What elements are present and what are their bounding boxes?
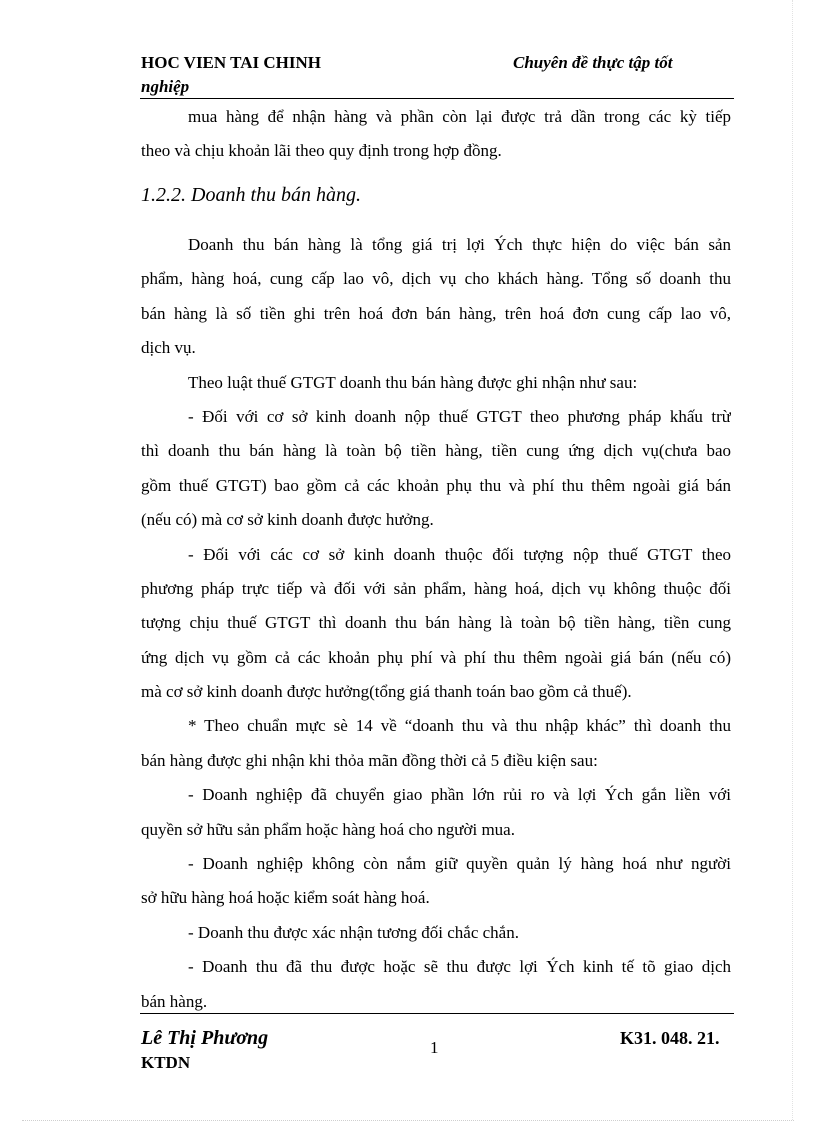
text-line: Doanh thu bán hàng là tổng giá trị lợi Ých thực hiện do việc bán sản	[188, 235, 731, 254]
text-line: bán hàng.	[141, 991, 208, 1011]
text-line: Theo luật thuế GTGT doanh thu bán hàng được ghi nhận như sau:	[188, 372, 638, 392]
text-line: - Doanh nghiệp đã chuyển giao phần lớn rủi ro và lợi Ých gắn liền với	[188, 785, 731, 805]
footer-department: KTDN	[141, 1053, 191, 1072]
text-line: - Doanh thu đã thu được hoặc sẽ thu được lợi Ých kinh tế tõ giao dịch	[188, 957, 731, 977]
body-main	[141, 228, 731, 1019]
header-title-continuation: nghiệp	[141, 77, 190, 96]
page-border-bottom	[22, 1120, 794, 1121]
footer-author-name: Lê Thị Phương	[141, 1027, 269, 1049]
text-line: dịch vụ.	[141, 338, 196, 358]
header-document-title: Chuyên đề thực tập tốt	[513, 53, 673, 72]
text-line: gồm thuế GTGT) bao gồm cả các khoản phụ thu và phí thu thêm ngoài giá bán	[141, 475, 731, 495]
text-line: - Đối với cơ sở kinh doanh nộp thuế GTGT theo phương pháp khấu trừ	[188, 406, 731, 426]
header-school-name: HOC VIEN TAI CHINH	[141, 53, 321, 72]
text-line: mà cơ sở kinh doanh được hưởng(tổng giá thanh toán bao gồm cả thuế).	[141, 682, 632, 702]
text-line: sở hữu hàng hoá hoặc kiểm soát hàng hoá.	[141, 888, 430, 908]
text-line: thì doanh thu bán hàng là toàn bộ tiền hàng, tiền cung ứng dịch vụ(chưa bao	[141, 441, 731, 461]
text-line: theo và chịu khoản lãi theo quy định trong hợp đồng.	[141, 141, 502, 161]
text-line: phương pháp trực tiếp và đối với sản phẩm, hàng hoá, dịch vụ không thuộc đối	[141, 578, 731, 598]
text-line: * Theo chuẩn mực sè 14 về “doanh thu và thu nhập khác” thì doanh thu	[188, 716, 731, 736]
text-line: (nếu có) mà cơ sở kinh doanh được hưởng.	[141, 510, 434, 530]
text-line: quyền sở hữu sản phẩm hoặc hàng hoá cho người mua.	[141, 819, 515, 839]
footer-rule	[140, 1013, 734, 1014]
text-line: bán hàng là số tiền ghi trên hoá đơn bán hàng, trên hoá đơn cung cấp lao vô,	[141, 303, 731, 323]
text-line: mua hàng để nhận hàng và phần còn lại được trả dần trong các kỳ tiếp	[188, 107, 731, 126]
text-line: - Doanh nghiệp không còn nắm giữ quyền quản lý hàng hoá như người	[188, 854, 731, 874]
body-top	[141, 100, 731, 169]
text-line: phẩm, hàng hoá, cung cấp lao vô, dịch vụ cho khách hàng. Tổng số doanh thu	[141, 269, 731, 289]
page-number: 1	[430, 1038, 439, 1057]
text-line: ứng dịch vụ gồm cả các khoản phụ phí và phí thu thêm ngoài giá bán (nếu có)	[141, 647, 731, 667]
footer-student-code: K31. 048. 21.	[620, 1028, 720, 1048]
text-line: bán hàng được ghi nhận khi thỏa mãn đồng thời cả 5 điều kiện sau:	[141, 750, 598, 770]
text-line: - Doanh thu được xác nhận tương đối chắc chắn.	[188, 922, 519, 942]
section-heading: 1.2.2. Doanh thu bán hàng.	[141, 184, 361, 206]
text-line: - Đối với các cơ sở kinh doanh thuộc đối tượng nộp thuế GTGT theo	[188, 544, 731, 564]
header-rule	[140, 98, 734, 99]
text-line: tượng chịu thuế GTGT thì doanh thu bán hàng là toàn bộ tiền hàng, tiền cung	[141, 613, 731, 633]
page-border-right	[792, 0, 793, 1120]
